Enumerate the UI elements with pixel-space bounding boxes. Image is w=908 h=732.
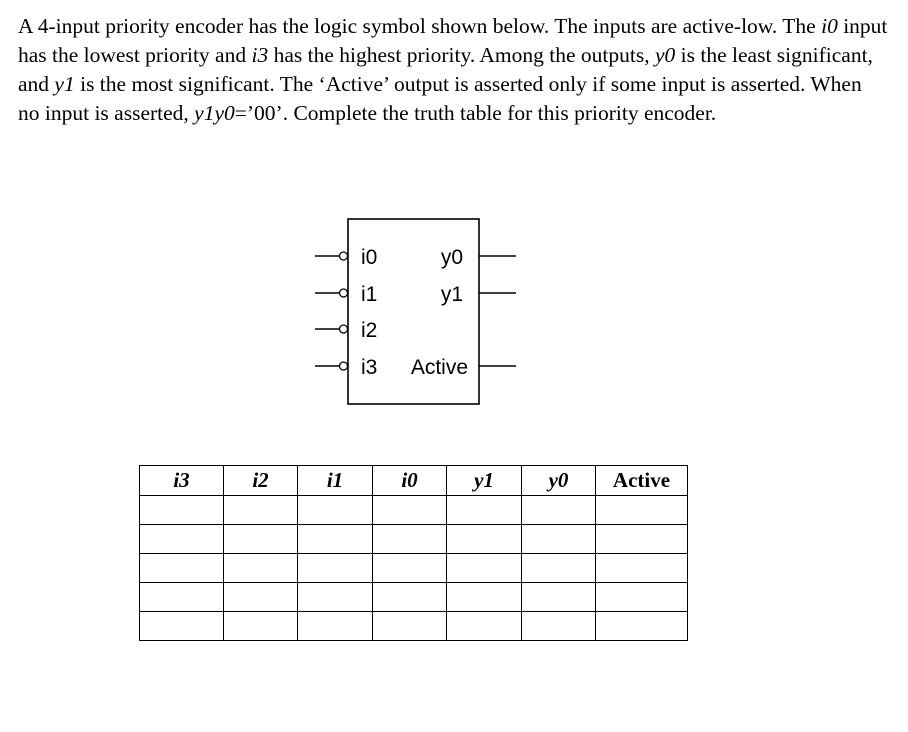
table-cell[interactable] [373, 612, 447, 641]
header-i1: i1 [298, 466, 373, 496]
table-cell[interactable] [522, 612, 596, 641]
output-label-y0: y0 [440, 246, 463, 269]
header-i0: i0 [373, 466, 447, 496]
table-row [140, 525, 688, 554]
input-pin-i0 [315, 246, 377, 269]
input-label-i3: i3 [361, 356, 378, 379]
table-cell[interactable] [373, 496, 447, 525]
input-pin-i1 [315, 283, 377, 306]
header-y0: y0 [522, 466, 596, 496]
header-y1: y1 [447, 466, 522, 496]
table-cell[interactable] [373, 583, 447, 612]
output-label-y1: y1 [440, 283, 463, 306]
table-cell[interactable] [298, 583, 373, 612]
table-cell[interactable] [140, 583, 224, 612]
input-pin-i2 [315, 319, 377, 342]
inversion-bubble [340, 252, 348, 260]
var-i0: i0 [821, 14, 838, 38]
header-active: Active [596, 466, 688, 496]
inversion-bubble [340, 289, 348, 297]
table-cell[interactable] [522, 583, 596, 612]
inversion-bubble [340, 325, 348, 333]
text-segment: is the most significant. The ‘Active’ output is asserted only if some input is asserted. When no input is asserted, [18, 72, 862, 125]
table-cell[interactable] [224, 554, 298, 583]
table-cell[interactable] [522, 496, 596, 525]
table-cell[interactable] [140, 612, 224, 641]
table-row [140, 583, 688, 612]
output-label-active: Active [410, 356, 468, 379]
table-cell[interactable] [447, 525, 522, 554]
table-row [140, 496, 688, 525]
table-cell[interactable] [596, 525, 688, 554]
table-cell[interactable] [596, 612, 688, 641]
table-cell[interactable] [596, 554, 688, 583]
table-header-row [140, 466, 688, 496]
table-cell[interactable] [140, 554, 224, 583]
text-segment: A 4-input priority encoder has the logic symbol shown below. The inputs are active-low. The [18, 14, 822, 38]
table-cell[interactable] [447, 612, 522, 641]
text-segment: has the highest priority. Among the outputs, [268, 43, 655, 67]
input-label-i2: i2 [361, 319, 378, 342]
table-row [140, 554, 688, 583]
table-cell[interactable] [596, 496, 688, 525]
table-cell[interactable] [522, 554, 596, 583]
var-y1: y1 [54, 72, 75, 96]
table-cell[interactable] [298, 612, 373, 641]
text-segment: is the least significant, and [18, 43, 873, 96]
table-cell[interactable] [596, 583, 688, 612]
table-row [140, 612, 688, 641]
truth-table [139, 465, 688, 641]
table-cell[interactable] [224, 496, 298, 525]
table-cell[interactable] [447, 583, 522, 612]
table-cell[interactable] [373, 525, 447, 554]
header-i3: i3 [140, 466, 224, 496]
table-cell[interactable] [298, 554, 373, 583]
table-cell[interactable] [224, 525, 298, 554]
text-segment: input has the lowest priority and [18, 14, 888, 67]
header-i2: i2 [224, 466, 298, 496]
table-cell[interactable] [298, 496, 373, 525]
table-cell[interactable] [522, 525, 596, 554]
output-pin-active [411, 356, 516, 379]
input-label-i1: i1 [361, 283, 378, 306]
var-y1y0: y1y0 [194, 101, 235, 125]
table-cell[interactable] [447, 554, 522, 583]
var-y0: y0 [654, 43, 676, 67]
input-pin-i3 [315, 356, 377, 379]
table-cell[interactable] [298, 525, 373, 554]
table-cell[interactable] [224, 583, 298, 612]
table-cell[interactable] [373, 554, 447, 583]
text-segment: =’00’. Complete the truth table for this priority encoder. [234, 101, 717, 125]
table-cell[interactable] [224, 612, 298, 641]
table-cell[interactable] [140, 525, 224, 554]
table-cell[interactable] [447, 496, 522, 525]
table-cell[interactable] [140, 496, 224, 525]
input-label-i0: i0 [361, 246, 378, 269]
var-i3: i3 [251, 43, 269, 67]
inversion-bubble [340, 362, 348, 370]
